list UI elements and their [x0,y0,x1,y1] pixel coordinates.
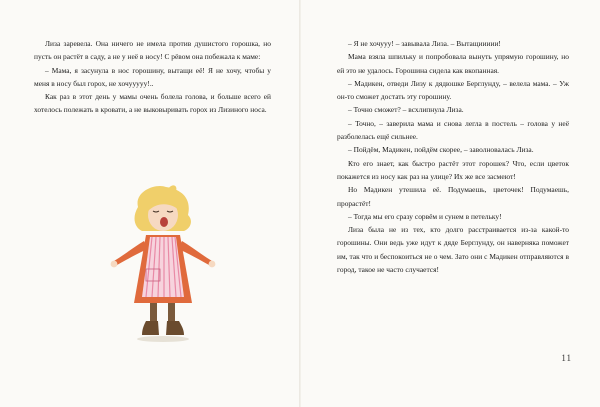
paragraph: Мама взяла шпильку и попробовала вынуть упрямую горошину, но ей это не удалось. Горошина сидела как вкопанная. [337,52,569,75]
paragraph: Кто его знает, как быстро растёт этот горошек? Что, если цветок покажется из носу как раз на улице? Их же все засмеют! [337,158,569,181]
paragraph: Как раз в этот день у мамы очень болела голова, и больше всего ей хотелось полежать в кровати, а не выковыривать горох из Лизиного носа. [34,92,271,115]
paragraph: – Пойдём, Мадикен, пойдём скорее, – заволновалась Лиза. [348,145,534,155]
paragraph: Но Мадикен утешила её. Подумаешь, цветочек! Подумаешь, прорастёт! [337,185,569,208]
paragraph: Лиза заревела. Она ничего не имела против душистого горошка, но пусть он растёт в саду, а не у неё в носу! С рёвом она побежала к маме: [34,39,271,62]
left-page [0,0,299,407]
paragraph: – Мадикен, отведи Лизу к дядюшке Берглунду, – велела мама. – Уж он-то сможет достать эту горошину. [337,78,569,102]
right-page-text [337,37,569,276]
right-page [301,0,600,407]
paragraph: – Я не хочууу! – завывала Лиза. – Вытащиииии! [348,39,501,48]
paragraph: – Точно, – заверила мама и снова легла в постель – голова у неё разболелась ещё сильнее. [337,118,569,142]
paragraph: – Тогда мы его сразу сорвём и сунем в петельку! [348,211,502,221]
paragraph: – Точно сможет? – всхлипнула Лиза. [348,105,464,115]
crying-girl-illustration [108,185,218,345]
paragraph: Лиза была не из тех, кто долго расстраивается из-за какой-то горошины. Они ведь уже идут к дяде Берглунду, он наверняка поможет им, так что и беспокоиться не о чем. Зато они с Мадикен отправляются в город, такое не часто случается! [337,225,569,275]
page-number: 11 [561,353,572,363]
paragraph: – Мама, я засунула в нос горошину, вытащи её! Я не хочу, чтобы у меня в носу был горох, не хочууууу!.. [34,65,271,88]
left-page-text [34,37,271,117]
